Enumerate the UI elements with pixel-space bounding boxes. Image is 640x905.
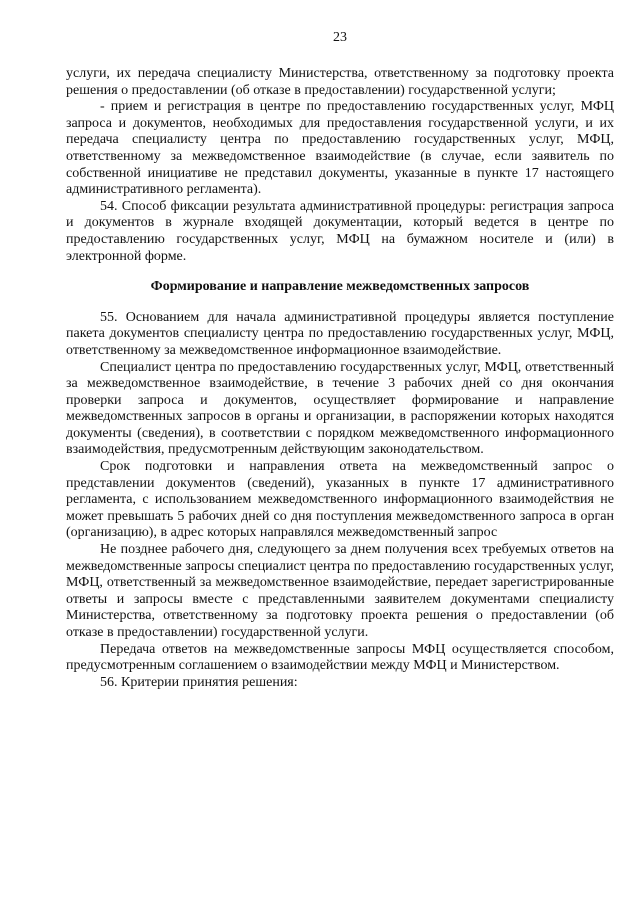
paragraph-mfc: Передача ответов на межведомственные запросы МФЦ осуществляется способом, предусмотренным соглашением о взаимодействии между МФЦ и Министерством. — [66, 641, 614, 674]
paragraph-list-item: - прием и регистрация в центре по предоставлению государственных услуг, МФЦ запроса и документов, необходимых для предоставления государственной услуги, и их передача специалисту центра по предоставлению государственных услуг, МФЦ, ответственному за межведомственное взаимодействие (в случае, если заявитель по собственной инициативе не представил документы, указанные в пункте 17 настоящего административного регламента). — [66, 99, 614, 198]
paragraph-specialist: Специалист центра по предоставлению государственных услуг, МФЦ, ответственный за межведомственное взаимодействие, в течение 3 рабочих дней со дня окончания проверки запроса и документов, осуществляет формирование и направление межведомственных запросов в органы и организации, в распоряжении которых находятся документы (сведения), в соответствии с порядком межведомственного информационного взаимодействия, предусмотренным действующим законодательством. — [66, 359, 614, 458]
paragraph-54: 54. Способ фиксации результата административной процедуры: регистрация запроса и документов в журнале входящей документации, который ведется в центре по предоставлению государственных услуг, МФЦ на бумажном носителе и (или) в электронной форме. — [66, 198, 614, 264]
paragraph-continuation: услуги, их передача специалисту Министерства, ответственному за подготовку проекта решения о предоставлении (об отказе в предоставлении) государственной услуги; — [66, 66, 614, 98]
paragraph-deadline: Срок подготовки и направления ответа на межведомственный запрос о представлении документов (сведений), указанных в пункте 17 административного регламента, с использованием межведомственного информационного взаимодействия не может превышать 5 рабочих дней со дня поступления межведомственного запроса в орган (организацию), в адрес которых направлялся межведомственный запрос — [66, 459, 614, 541]
page-number: 23 — [333, 30, 347, 45]
paragraph-56: 56. Критерии принятия решения: — [100, 674, 298, 690]
section-title: Формирование и направление межведомственных запросов — [150, 279, 530, 295]
body-text — [66, 66, 614, 691]
paragraph-55: 55. Основанием для начала административной процедуры является поступление пакета документов специалисту центра по предоставлению государственных услуг, МФЦ, ответственному за межведомственное информационное взаимодействие. — [66, 309, 614, 358]
paragraph-transfer: Не позднее рабочего дня, следующего за днем получения всех требуемых ответов на межведомственные запросы специалист центра по предоставлению государственных услуг, МФЦ, ответственный за межведомственное взаимодействие, передает зарегистрированные ответы и запросы вместе с представленными заявителем документами специалисту Министерства, ответственному за подготовку проекта решения о предоставлении (об отказе в предоставлении) государственной услуги. — [66, 542, 614, 640]
